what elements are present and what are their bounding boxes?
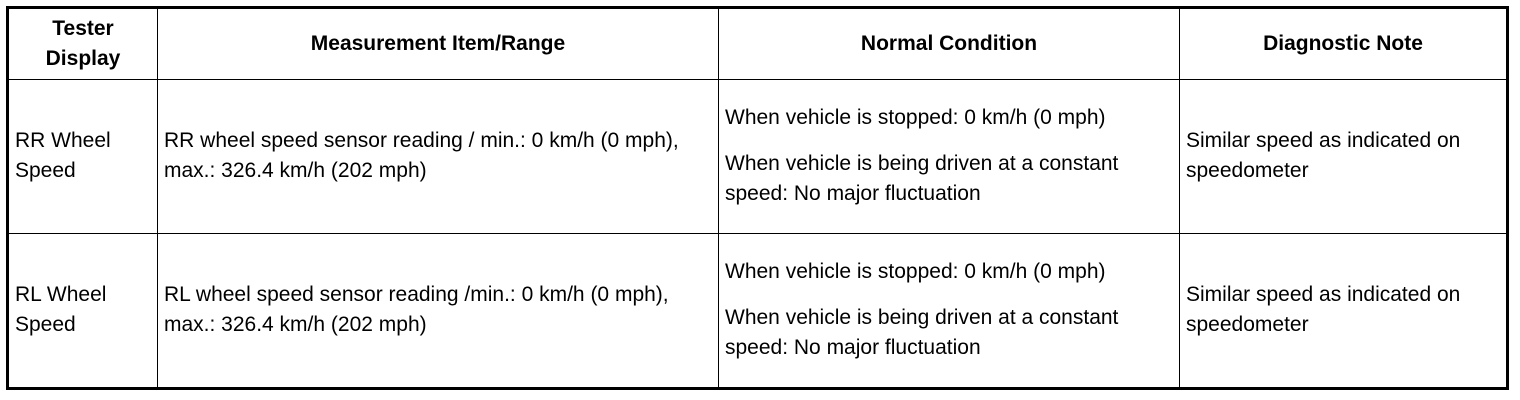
header-diagnostic-note: Diagnostic Note [1180,8,1508,80]
cell-normal-condition [719,233,1180,388]
header-tester-display: Tester Display [8,8,158,80]
cell-diagnostic-note: Similar speed as indicated on speedometer [1180,80,1508,234]
normal-condition-driven: When vehicle is being driven at a constant speed: No major fluctuation [725,306,1119,360]
table-body [8,80,1508,389]
table-row [8,233,1508,388]
normal-condition-driven: When vehicle is being driven at a constant speed: No major fluctuation [725,152,1119,206]
header-measurement-item-range: Measurement Item/Range [158,8,719,80]
header-row [8,8,1508,80]
normal-condition-stopped: When vehicle is stopped: 0 km/h (0 mph) [725,106,1106,130]
cell-tester-display: RL Wheel Speed [8,233,158,388]
cell-measurement-item-range: RR wheel speed sensor reading / min.: 0 km/h (0 mph), max.: 326.4 km/h (202 mph) [158,80,719,234]
cell-measurement-item-range: RL wheel speed sensor reading /min.: 0 km/h (0 mph), max.: 326.4 km/h (202 mph) [158,233,719,388]
normal-condition-stopped: When vehicle is stopped: 0 km/h (0 mph) [725,260,1106,284]
cell-diagnostic-note: Similar speed as indicated on speedometer [1180,233,1508,388]
data-list-table [6,6,1509,390]
header-normal-condition: Normal Condition [719,8,1180,80]
table-header [8,8,1508,80]
table-row [8,80,1508,234]
cell-normal-condition [719,80,1180,234]
cell-tester-display: RR Wheel Speed [8,80,158,234]
